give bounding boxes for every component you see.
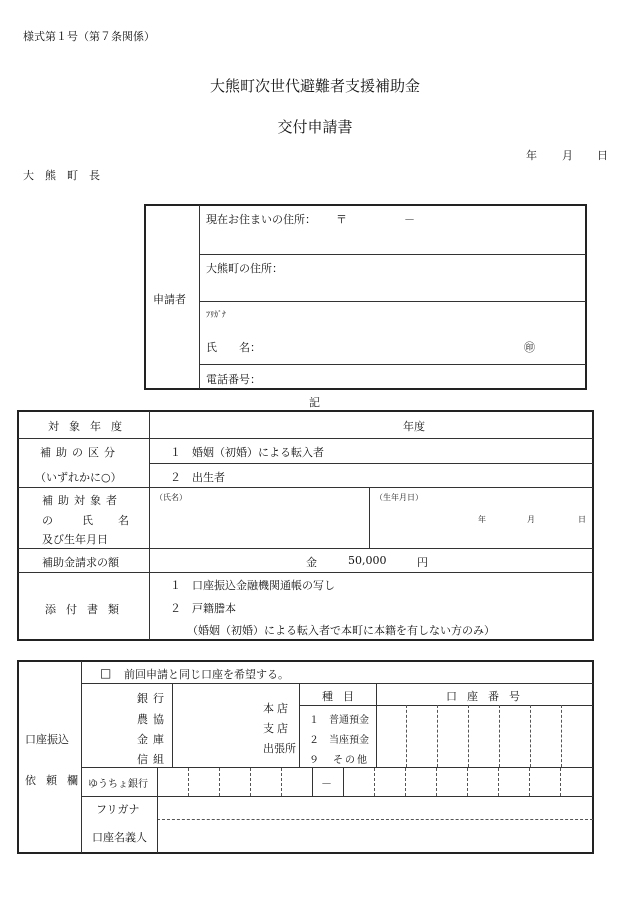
amount-unit: 円 [417, 556, 428, 569]
applicant-furigana-label: ﾌﾘｶﾞﾅ [206, 310, 226, 319]
amount-label: 補助金請求の額 [42, 556, 119, 569]
holder-furigana-label: フリガナ [96, 803, 140, 816]
addressee: 大 熊 町 長 [23, 169, 100, 182]
account-number-header: 口座番号 [446, 690, 530, 703]
postal-dash: － [404, 213, 415, 226]
inst-type-shinkin: 金庫 [137, 733, 169, 746]
applicant-name-label: 氏 名： [206, 341, 261, 354]
kind-other: ９ その他 [309, 755, 369, 766]
attachment-1: １ 口座振込金融機関通帳の写し [170, 579, 335, 592]
inst-type-shinkumi: 信組 [137, 753, 169, 766]
date-day: 日 [597, 149, 608, 162]
kind-ordinary: １ 普通預金 [309, 715, 369, 726]
same-account-label: 前回申請と同じ口座を希望する。 [124, 668, 289, 681]
ki-label: 記 [309, 396, 320, 409]
dob-year: 年 [478, 515, 486, 524]
bank-label-2: 依頼欄 [25, 774, 88, 787]
name-note: （氏名） [155, 493, 187, 502]
applicant-label: 申請者 [153, 293, 186, 306]
amount-value: 50,000 [348, 554, 387, 567]
applicant-box [144, 204, 587, 390]
attachment-2: ２ 戸籍謄本 [170, 602, 236, 615]
target-label-2c: 名 [118, 514, 129, 527]
holder-label: 口座名義人 [92, 831, 147, 844]
form-number: 様式第１号（第７条関係） [23, 30, 155, 43]
same-account-checkbox[interactable]: □ [100, 666, 112, 680]
target-label-1: 補助対象者 [42, 494, 122, 507]
form-title: 大熊町次世代避難者支援補助金 [209, 77, 420, 95]
fiscal-year-unit: 年度 [403, 420, 425, 433]
category-option-2: ２ 出生者 [170, 471, 225, 484]
amount-prefix: 金 [306, 556, 317, 569]
inst-type-ja: 農協 [137, 713, 169, 726]
inst-type-bank: 銀行 [137, 692, 169, 705]
branch-type-office: 出張所 [263, 742, 296, 755]
target-label-2a: の [42, 514, 53, 527]
fiscal-year-label: 対象年度 [48, 420, 132, 433]
date-month: 月 [562, 149, 573, 162]
kind-header: 種目 [322, 690, 364, 703]
okuma-address-label: 大熊町の住所： [206, 262, 283, 275]
yucho-dash: － [321, 777, 332, 790]
dob-day: 日 [578, 515, 586, 524]
kind-checking: ２ 当座預金 [309, 735, 369, 746]
bank-label-1: 口座振込 [25, 733, 69, 746]
current-address-label: 現在お住まいの住所： [206, 213, 316, 226]
target-label-2b: 氏 [82, 514, 93, 527]
attachment-2-note: （婚姻（初婚）による転入者で本町に本籍を有しない方のみ） [187, 624, 495, 637]
target-label-3: 及び生年月日 [42, 533, 108, 546]
form-subtitle: 交付申請書 [277, 118, 353, 136]
dob-note: （生年月日） [375, 493, 423, 502]
branch-type-main: 本店 [263, 702, 291, 715]
branch-type-branch: 支店 [263, 722, 291, 735]
category-option-1: １ 婚姻（初婚）による転入者 [170, 446, 324, 459]
phone-label: 電話番号： [206, 373, 261, 386]
category-label: 補助の区分 [40, 446, 120, 459]
postal-mark: 〒 [336, 213, 347, 226]
yucho-label: ゆうちょ銀行 [88, 779, 148, 790]
attachments-label: 添付書類 [45, 603, 129, 616]
dob-month: 月 [527, 515, 535, 524]
seal-mark: ㊞ [524, 341, 535, 354]
category-note: （いずれかに○） [35, 471, 122, 484]
date-year: 年 [526, 149, 537, 162]
